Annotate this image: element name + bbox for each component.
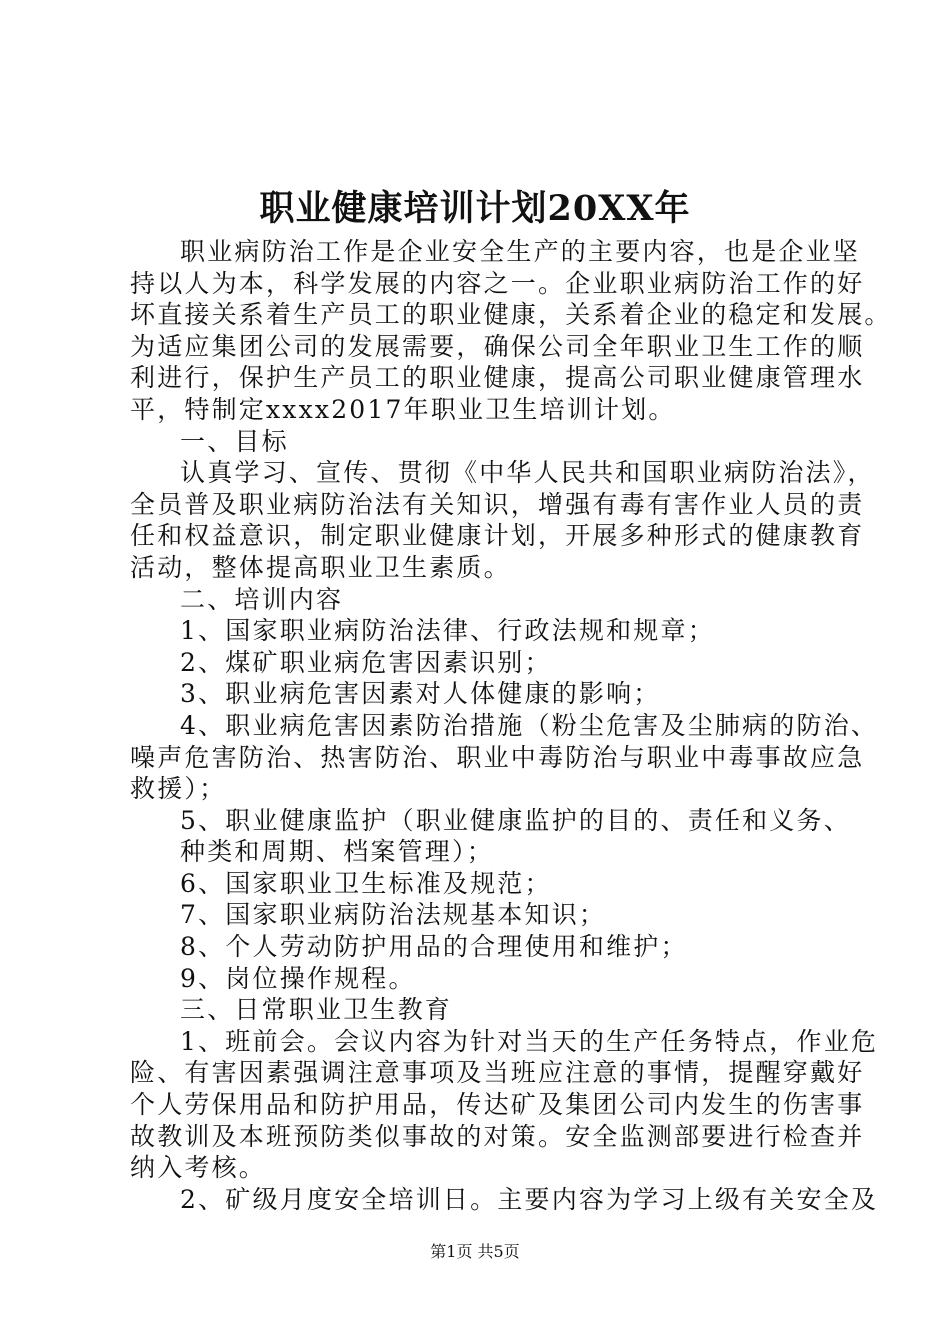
text-line: 种类和周期、档案管理）； — [180, 837, 494, 867]
text-line: 全员普及职业病防治法有关知识，增强有毒有害作业人员的责 — [130, 489, 865, 519]
text-line: 6、国家职业卫生标准及规范； — [180, 868, 552, 898]
text-line: 8、个人劳动防护用品的合理使用和维护； — [180, 932, 688, 962]
text-line: 持以人为本，科学发展的内容之一。企业职业病防治工作的好 — [130, 268, 865, 298]
text-line: 险、有害因素强调注意事项及当班应注意的事情，提醒穿戴好 — [130, 1058, 865, 1088]
text-line: 平，特制定xxxx2017年职业卫生培训计划。 — [130, 394, 676, 424]
text-line: 4、职业病危害因素防治措施（粉尘危害及尘肺病的防治、 — [180, 710, 879, 740]
text-line: 坏直接关系着生产员工的职业健康，关系着企业的稳定和发展。 — [130, 300, 892, 330]
document-title: 职业健康培训计划20XX年 — [259, 188, 691, 229]
text-line: 三、日常职业卫生教育 — [180, 995, 453, 1025]
text-line: 二、培训内容 — [180, 584, 344, 614]
document-body — [130, 236, 892, 1215]
text-line: 为适应集团公司的发展需要，确保公司全年职业卫生工作的顺 — [130, 331, 865, 361]
text-line: 2、煤矿职业病危害因素识别； — [180, 647, 552, 677]
text-line: 利进行，保护生产员工的职业健康，提高公司职业健康管理水 — [130, 363, 865, 393]
text-line: 2、矿级月度安全培训日。主要内容为学习上级有关安全及 — [180, 1184, 879, 1214]
text-line: 1、班前会。会议内容为针对当天的生产任务特点，作业危 — [180, 1026, 879, 1056]
text-line: 3、职业病危害因素对人体健康的影响； — [180, 679, 661, 709]
text-line: 认真学习、宣传、贯彻《中华人民共和国职业病防治法》， — [180, 458, 875, 488]
text-line: 一、目标 — [180, 426, 289, 456]
text-line: 活动，整体提高职业卫生素质。 — [130, 552, 511, 582]
text-line: 职业病防治工作是企业安全生产的主要内容，也是企业坚 — [180, 237, 861, 266]
page-footer: 第1页 共5页 — [430, 1242, 520, 1261]
text-line: 救援）； — [130, 774, 227, 804]
text-line: 任和权益意识，制定职业健康计划，开展多种形式的健康教育 — [130, 521, 865, 551]
text-line: 故教训及本班预防类似事故的对策。安全监测部要进行检查并 — [130, 1121, 865, 1151]
text-line: 7、国家职业病防治法规基本知识； — [180, 900, 607, 930]
text-line: 9、岗位操作规程。 — [180, 963, 416, 993]
text-line: 1、国家职业病防治法律、行政法规和规章； — [180, 616, 715, 646]
text-line: 个人劳保用品和防护用品，传达矿及集团公司内发生的伤害事 — [130, 1090, 865, 1120]
text-line: 5、职业健康监护（职业健康监护的目的、责任和义务、 — [180, 805, 851, 835]
text-line: 噪声危害防治、热害防治、职业中毒防治与职业中毒事故应急 — [130, 742, 865, 772]
text-line: 纳入考核。 — [130, 1153, 267, 1183]
